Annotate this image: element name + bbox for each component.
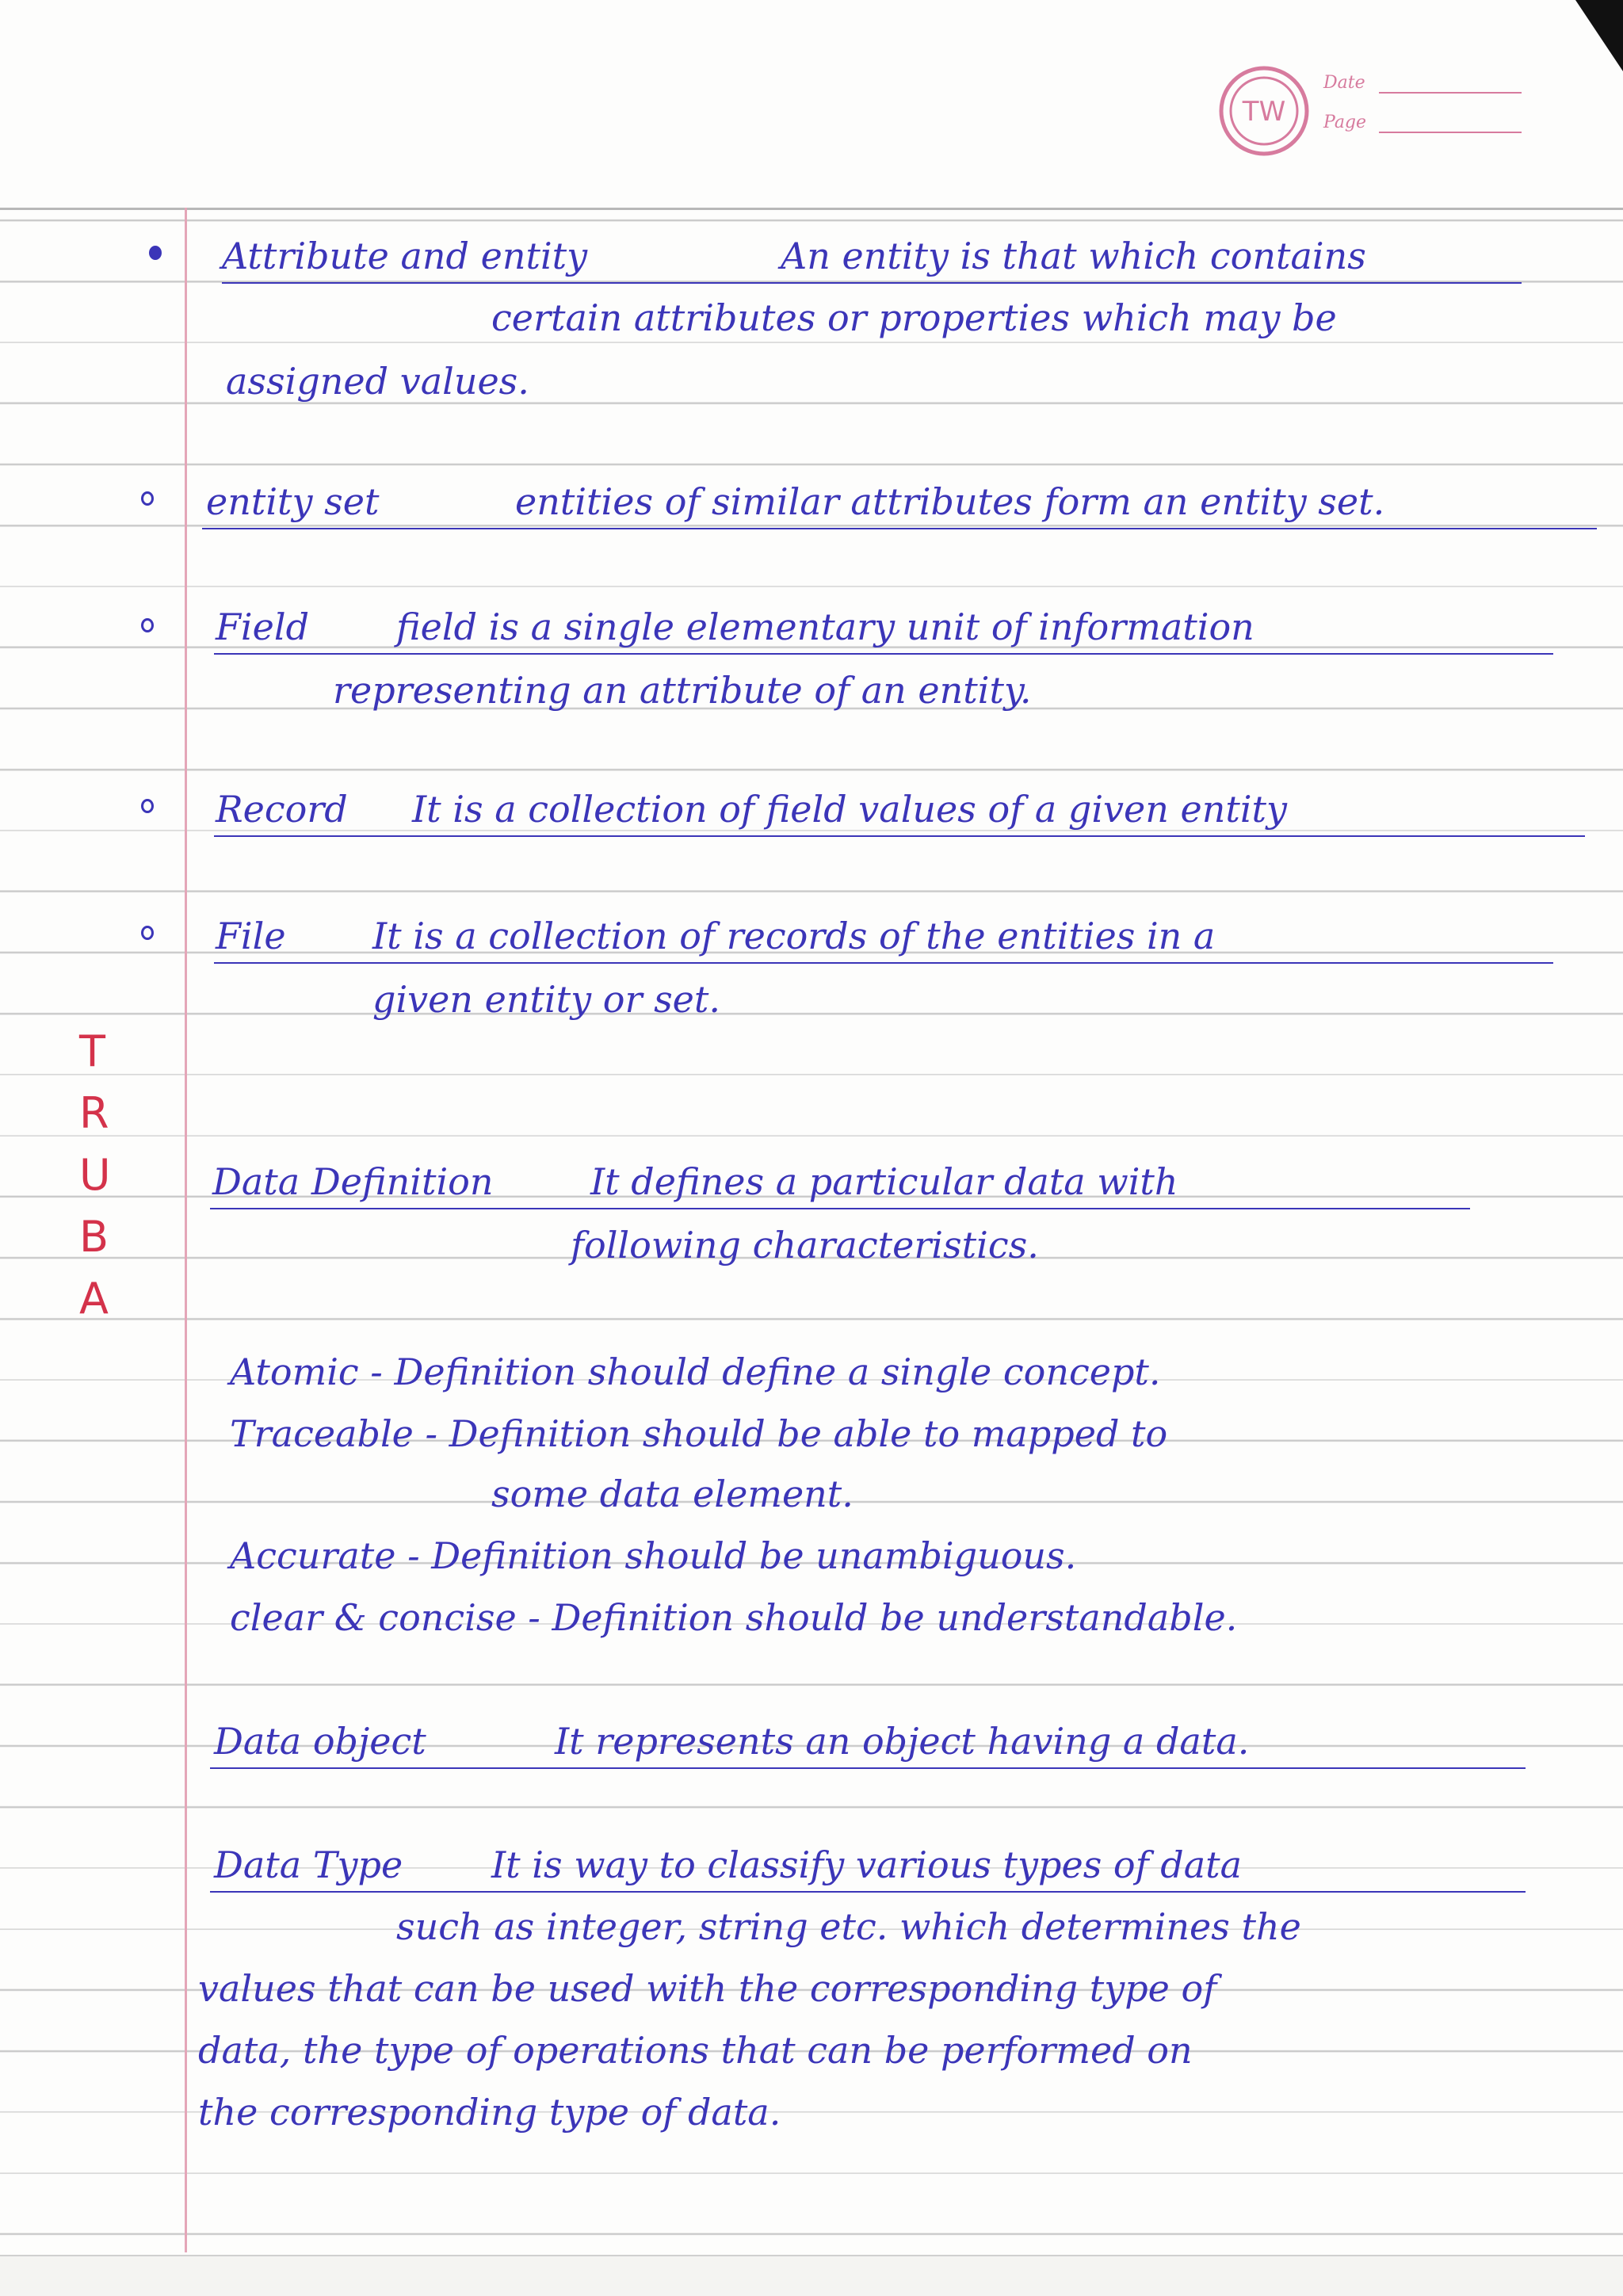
attribute-line2: certain attributes or properties which may be	[491, 296, 1337, 339]
char-atomic: Atomic - Definition should define a single concept.	[230, 1350, 1161, 1393]
margin-letter: B	[79, 1212, 109, 1262]
bullet	[149, 246, 162, 260]
attribute-line3: assigned values.	[226, 360, 529, 403]
file-line2: given entity or set.	[372, 978, 720, 1021]
record-line1: It is a collection of field values of a given entity	[412, 788, 1288, 831]
data-type-line1: It is way to classify various types of data	[491, 1843, 1243, 1886]
date-label: Date	[1323, 73, 1365, 93]
underline	[222, 282, 1522, 284]
underline	[214, 962, 1553, 964]
data-definition-line2: following characteristics.	[571, 1224, 1039, 1266]
page-line	[1379, 132, 1522, 133]
bullet	[141, 491, 154, 506]
margin-letter: U	[79, 1150, 111, 1200]
term-data-object: Data object	[214, 1720, 426, 1763]
page-bottom-edge	[0, 2255, 1623, 2296]
file-line1: It is a collection of records of the entities in a	[372, 915, 1216, 957]
underline	[210, 1767, 1526, 1769]
logo-text: TW	[1242, 96, 1286, 128]
underline	[210, 1208, 1470, 1209]
data-type-line5: the corresponding type of data.	[198, 2091, 781, 2134]
data-type-line4: data, the type of operations that can be performed on	[198, 2029, 1193, 2072]
term-record: Record	[216, 788, 348, 831]
term-field: Field	[216, 606, 310, 648]
underline	[214, 835, 1585, 837]
underline	[202, 528, 1597, 529]
term-file: File	[216, 915, 286, 957]
char-traceable-1: Traceable - Definition should be able to mapped to	[230, 1412, 1168, 1455]
bullet	[141, 926, 154, 940]
page-corner-shadow	[1575, 0, 1623, 71]
bullet	[141, 799, 154, 813]
page-header-area	[0, 0, 1623, 208]
notebook-logo-icon	[1216, 63, 1312, 159]
page-label: Page	[1323, 113, 1367, 132]
term-data-definition: Data Definition	[212, 1160, 494, 1203]
char-clear: clear & concise - Definition should be understandable.	[230, 1596, 1238, 1639]
data-type-line2: such as integer, string etc. which determines the	[396, 1905, 1301, 1948]
margin-letter: T	[79, 1026, 105, 1076]
date-line	[1379, 92, 1522, 94]
field-line2: representing an attribute of an entity.	[333, 669, 1032, 712]
bullet	[141, 618, 154, 632]
data-definition-line1: It defines a particular data with	[590, 1160, 1178, 1203]
term-attribute: Attribute and entity	[222, 235, 588, 277]
header-rule	[0, 208, 1623, 210]
underline	[214, 653, 1553, 655]
data-type-line3: values that can be used with the corresponding type of	[198, 1967, 1217, 2010]
char-traceable-2: some data element.	[491, 1473, 854, 1515]
data-object-line1: It represents an object having a data.	[555, 1720, 1250, 1763]
underline	[210, 1891, 1526, 1893]
margin-letter: R	[79, 1088, 109, 1138]
entity-set-line1: entities of similar attributes form an entity set.	[515, 480, 1385, 523]
margin-rule	[185, 208, 187, 2252]
char-accurate: Accurate - Definition should be unambiguous.	[230, 1534, 1077, 1577]
field-line1: field is a single elementary unit of information	[396, 606, 1254, 648]
term-entity-set: entity set	[206, 480, 380, 523]
term-data-type: Data Type	[214, 1843, 403, 1886]
margin-letter: A	[79, 1274, 109, 1324]
attribute-line1: An entity is that which contains	[781, 235, 1366, 277]
